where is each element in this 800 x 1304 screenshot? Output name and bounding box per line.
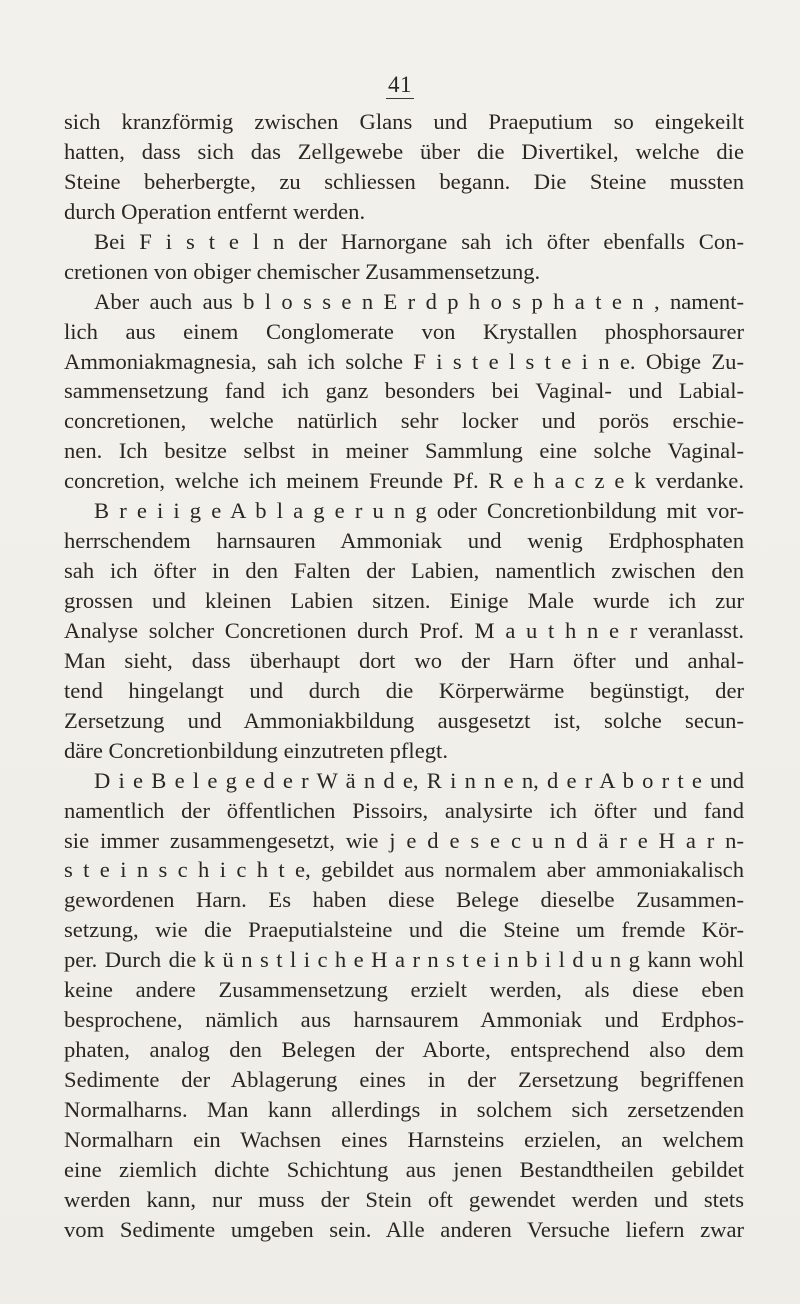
- text-line: B r e i i g e A b l a g e r u n g oder Concretionbildung mit vor-: [94, 498, 744, 524]
- text-line: sah ich öfter in den Falten der Labien, namentlich zwischen den: [64, 558, 744, 584]
- text-line: vom Sedimente umgeben sein. Alle anderen Versuche liefern zwar: [64, 1216, 744, 1242]
- text-line: per. Durch die k ü n s t l i c h e H a r n s t e i n b i l d u n g kann wohl: [64, 947, 744, 973]
- text-line: namentlich der öffentlichen Pissoirs, analysirte ich öfter und fand: [64, 797, 744, 823]
- text-line: durch Operation entfernt werden.: [64, 198, 366, 224]
- page-number: 41: [388, 72, 412, 97]
- text-line: grossen und kleinen Labien sitzen. Einige Male wurde ich zur: [64, 588, 744, 613]
- text-line: Steine beherbergte, zu schliessen begann. Die Steine mussten: [64, 168, 744, 194]
- text-line: setzung, wie die Praeputialsteine und die Steine um fremde Kör-: [64, 917, 744, 943]
- text-line: sich kranzförmig zwischen Glans und Praeputium so eingekeilt: [64, 109, 744, 134]
- text-line: lich aus einem Conglomerate von Krystallen phosphorsaurer: [64, 318, 744, 344]
- text-line: concretion, welche ich meinem Freunde Pf. R e h a c z e k verdanke.: [64, 468, 744, 494]
- text-line: concretionen, welche natürlich sehr locker und porös erschie-: [64, 408, 744, 434]
- text-line: werden kann, nur muss der Stein oft gewendet werden und stets: [64, 1186, 744, 1212]
- text-line: Aber auch aus b l o s s e n E r d p h o s p h a t e n , nament-: [94, 288, 744, 314]
- text-line: s t e i n s c h i c h t e, gebildet aus normalem aber ammoniakalisch: [64, 857, 744, 883]
- text-line: Zersetzung und Ammoniakbildung ausgesetzt ist, solche secun-: [64, 707, 744, 733]
- text-line: Normalharns. Man kann allerdings in solchem sich zersetzenden: [64, 1096, 744, 1122]
- text-line: sie immer zusammengesetzt, wie j e d e s e c u n d ä r e H a r n-: [64, 827, 744, 853]
- text-line: keine andere Zusammensetzung erzielt werden, als diese eben: [64, 977, 744, 1003]
- text-line: sammensetzung fand ich ganz besonders bei Vaginal- und Labial-: [64, 378, 744, 404]
- text-line: Analyse solcher Concretionen durch Prof. M a u t h n e r veranlasst.: [64, 617, 744, 643]
- text-line: hatten, dass sich das Zellgewebe über die Divertikel, welche die: [64, 138, 744, 164]
- text-line: Normalharn ein Wachsen eines Harnsteins erzielen, an welchem: [64, 1126, 744, 1152]
- text-line: herrschendem harnsauren Ammoniak und wenig Erdphosphaten: [64, 528, 744, 554]
- text-line: Sedimente der Ablagerung eines in der Zersetzung begriffenen: [64, 1067, 744, 1092]
- text-line: Ammoniakmagnesia, sah ich solche F i s t e l s t e i n e. Obige Zu-: [64, 348, 744, 374]
- text-line: gewordenen Harn. Es haben diese Belege dieselbe Zusammen-: [64, 887, 744, 913]
- text-line: cretionen von obiger chemischer Zusammensetzung.: [64, 258, 541, 284]
- body-text: [64, 107, 744, 1245]
- text-line: phaten, analog den Belegen der Aborte, entsprechend also dem: [64, 1037, 744, 1063]
- text-line: Man sieht, dass überhaupt dort wo der Harn öfter und anhal-: [64, 647, 744, 673]
- text-line: besprochene, nämlich aus harnsaurem Ammoniak und Erdphos-: [64, 1007, 744, 1033]
- text-line: nen. Ich besitze selbst in meiner Sammlung eine solche Vaginal-: [64, 438, 744, 464]
- text-line: tend hingelangt und durch die Körperwärme begünstigt, der: [64, 677, 744, 703]
- text-line: Bei F i s t e l n der Harnorgane sah ich öfter ebenfalls Con-: [94, 228, 744, 254]
- text-line: eine ziemlich dichte Schichtung aus jenen Bestandtheilen gebildet: [64, 1156, 744, 1182]
- text-line: D i e B e l e g e d e r W ä n d e, R i n n e n, d e r A b o r t e und: [94, 767, 744, 793]
- text-line: däre Concretionbildung einzutreten pflegt.: [64, 737, 448, 763]
